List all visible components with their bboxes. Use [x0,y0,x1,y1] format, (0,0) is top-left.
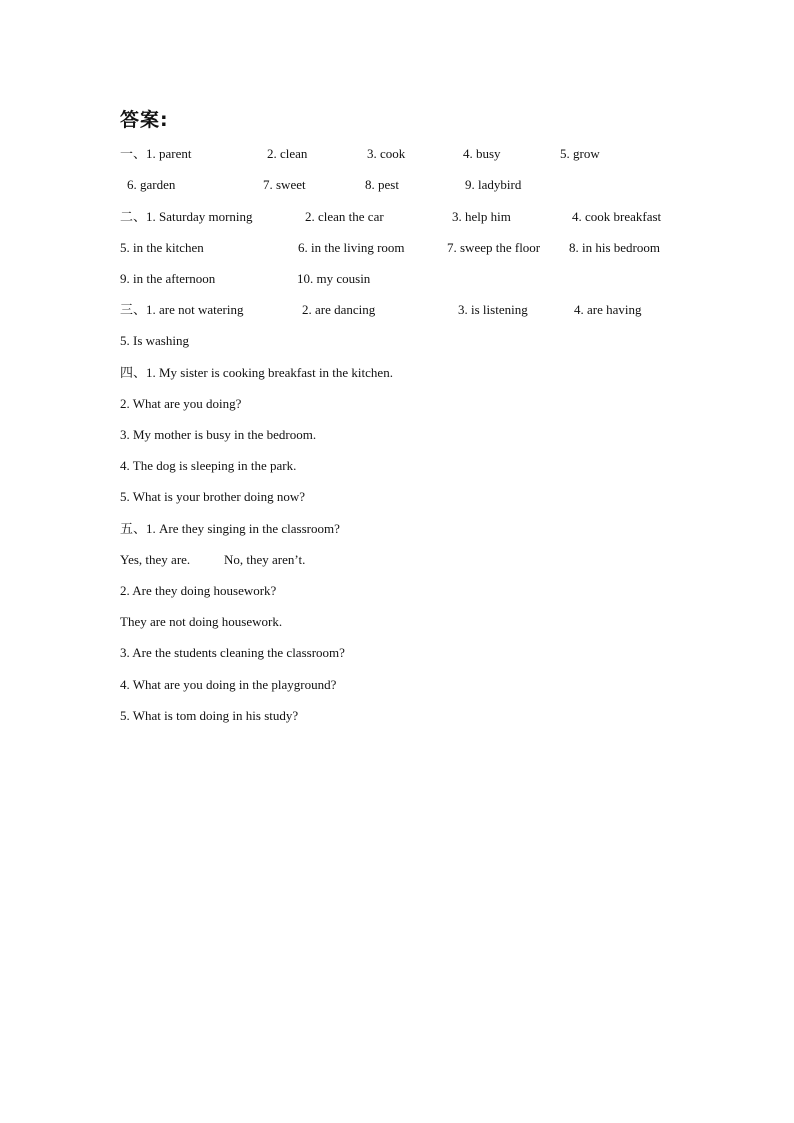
section5-line: 5. What is tom doing in his study? [120,708,299,723]
answer-item: 8. pest [365,177,399,192]
answer-item: 4. are having [574,302,642,317]
answer-item: 2. are dancing [302,302,376,317]
section4-line: 3. My mother is busy in the bedroom. [120,427,317,442]
section3-row2: 5. Is washing [120,333,189,348]
answer-item: 7. sweep the floor [447,240,541,255]
answer-item: 二、1. Saturday morning [120,209,253,224]
answer-item: 7. sweet [263,177,306,192]
answer-item: 8. in his bedroom [569,240,660,255]
answer-item: 6. in the living room [298,240,405,255]
section4-line: 5. What is your brother doing now? [120,489,305,504]
answer-item: 5. in the kitchen [120,240,204,255]
section4-line: 四、1. My sister is cooking breakfast in the kitchen. [120,365,393,380]
answer-item: 4. cook breakfast [572,209,662,224]
answer-item: 6. garden [127,177,176,192]
answer-item: 2. clean [267,146,308,161]
answer-item: 2. clean the car [305,209,384,224]
answer-item: 3. is listening [458,302,528,317]
section5-line: 4. What are you doing in the playground? [120,677,337,692]
answer-item: 10. my cousin [297,271,371,286]
section5-line: 3. Are the students cleaning the classroom? [120,645,345,660]
answer-item: 5. grow [560,146,600,161]
section5-line: 五、1. Are they singing in the classroom? [120,521,340,536]
answer-item: 一、1. parent [120,146,192,161]
page-title: 答案: [120,109,169,131]
answer-item: 9. in the afternoon [120,271,216,286]
answer-item: 三、1. are not watering [120,302,244,317]
answer-item: Yes, they are. [120,552,191,567]
answer-item: 3. cook [367,146,406,161]
section5-line: 2. Are they doing housework? [120,583,277,598]
answer-item: 3. help him [452,209,511,224]
answer-item: No, they aren’t. [224,552,306,567]
answer-item: 9. ladybird [465,177,522,192]
section4-line: 4. The dog is sleeping in the park. [120,458,297,473]
section5-line: They are not doing housework. [120,614,283,629]
section4-line: 2. What are you doing? [120,396,242,411]
answer-item: 4. busy [463,146,501,161]
